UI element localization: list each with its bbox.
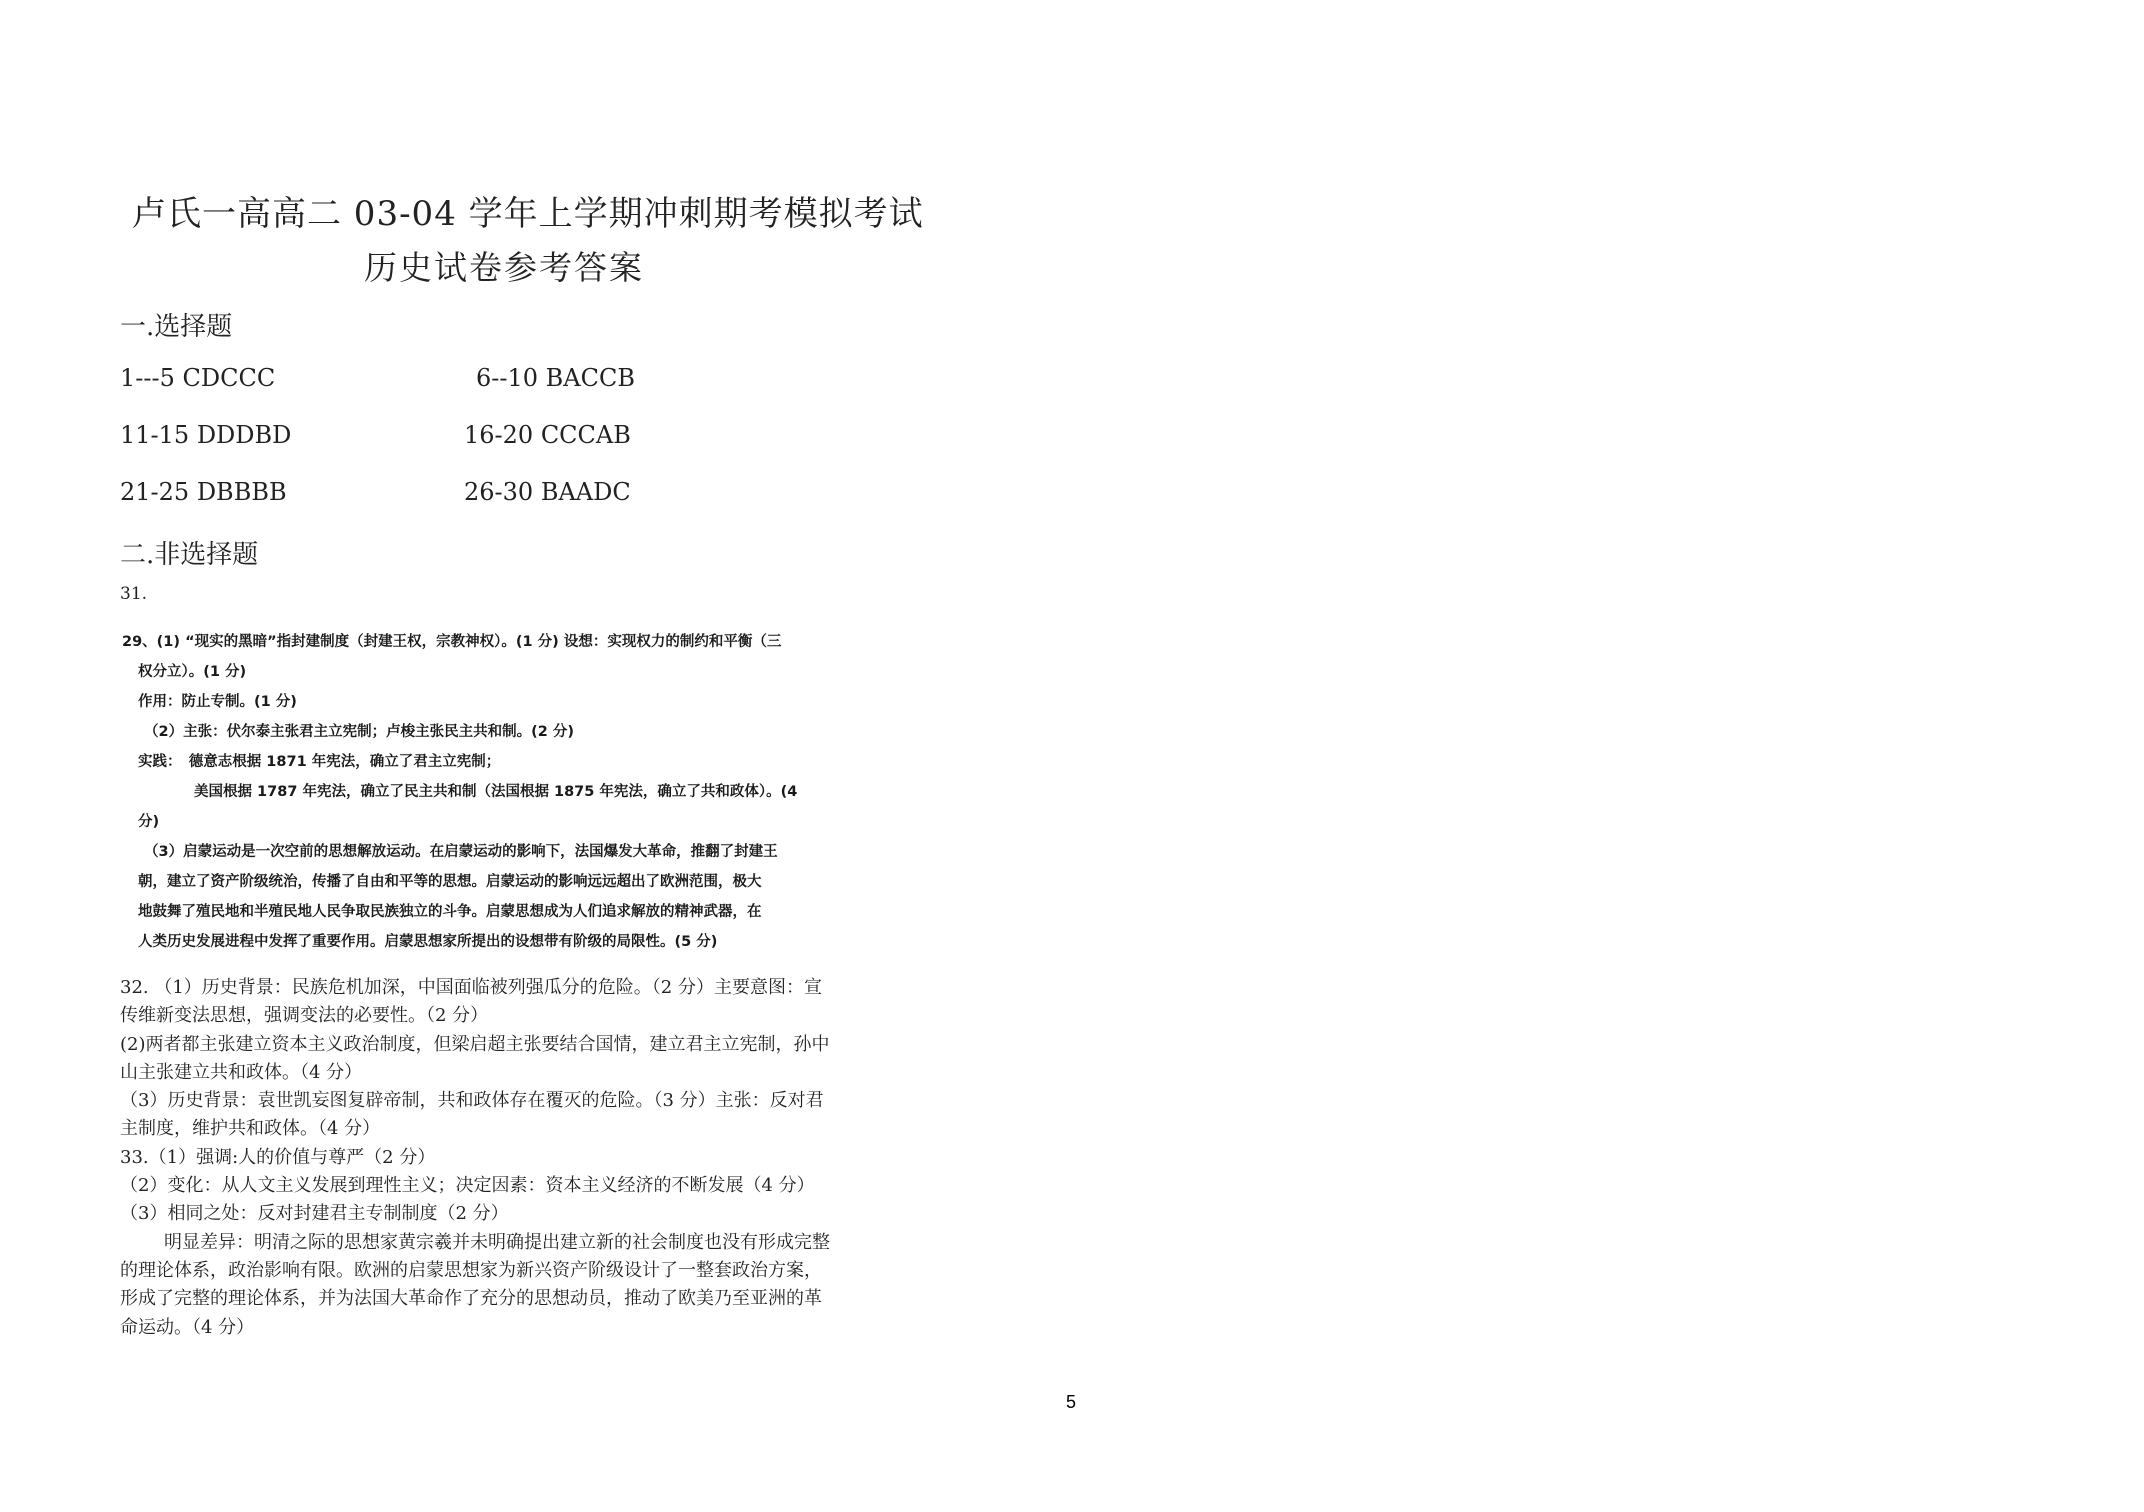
question-31-label: 31. bbox=[120, 584, 148, 604]
scan-line: 权分立）。(1 分) bbox=[138, 664, 247, 680]
answer-line: （2）变化：从人文主义发展到理性主义；决定因素：资本主义经济的不断发展（4 分） bbox=[120, 1175, 815, 1197]
page-number: 5 bbox=[1066, 1392, 1077, 1412]
answer-row bbox=[120, 421, 920, 455]
answer-range-right: 26-30 BAADC bbox=[464, 478, 631, 506]
answer-range-left: 21-25 DBBBB bbox=[120, 478, 287, 506]
answer-range-left: 1---5 CDCCC bbox=[120, 364, 276, 392]
answer-range-right: 16-20 CCCAB bbox=[464, 421, 631, 449]
scan-line: 29、(1) “现实的黑暗”指封建制度（封建王权，宗教神权）。(1 分) 设想：实现权力的制约和平衡（三 bbox=[122, 634, 782, 650]
answer-range-left: 11-15 DDDBD bbox=[120, 421, 292, 449]
answer-line: （3）相同之处：反对封建君主专制制度（2 分） bbox=[120, 1203, 509, 1225]
answer-line: (2)两者都主张建立资本主义政治制度，但梁启超主张要结合国情，建立君主立宪制，孙中 bbox=[120, 1033, 830, 1055]
answer-line: 明显差异：明清之际的思想家黄宗羲并未明确提出建立新的社会制度也没有形成完整 bbox=[164, 1231, 830, 1253]
scan-line: 分) bbox=[138, 814, 160, 830]
answer-row bbox=[120, 478, 920, 512]
section-heading-free-response: 二.非选择题 bbox=[120, 540, 259, 570]
document-subtitle: 历史试卷参考答案 bbox=[364, 248, 644, 287]
scan-line: 人类历史发展进程中发挥了重要作用。启蒙思想家所提出的设想带有阶级的局限性。(5 分) bbox=[138, 934, 718, 950]
scan-line: （3）启蒙运动是一次空前的思想解放运动。在启蒙运动的影响下，法国爆发大革命，推翻了封建王 bbox=[144, 844, 778, 860]
answer-line: 33.（1）强调:人的价值与尊严（2 分） bbox=[120, 1146, 436, 1168]
scan-line: （2）主张：伏尔泰主张君主立宪制；卢梭主张民主共和制。(2 分) bbox=[144, 724, 574, 740]
answer-line: 主制度，维护共和政体。（4 分） bbox=[120, 1118, 381, 1140]
answer-line: 山主张建立共和政体。（4 分） bbox=[120, 1061, 363, 1083]
answers-32-33 bbox=[120, 974, 880, 1342]
scan-line: 作用：防止专制。(1 分) bbox=[138, 694, 297, 710]
scan-line: 地鼓舞了殖民地和半殖民地人民争取民族独立的斗争。启蒙思想成为人们追求解放的精神武器，在 bbox=[138, 904, 762, 920]
scan-line: 实践： 德意志根据 1871 年宪法，确立了君主立宪制； bbox=[138, 754, 501, 770]
answer-line: 的理论体系，政治影响有限。欧洲的启蒙思想家为新兴资产阶级设计了一整套政治方案， bbox=[120, 1259, 822, 1281]
scan-line: 朝，建立了资产阶级统治，传播了自由和平等的思想。启蒙运动的影响远远超出了欧洲范围，极大 bbox=[138, 874, 762, 890]
scan-line: 美国根据 1787 年宪法，确立了民主共和制（法国根据 1875 年宪法，确立了共和政体）。(4 bbox=[194, 784, 798, 800]
answer-line: 命运动。（4 分） bbox=[120, 1316, 255, 1338]
answer-row bbox=[120, 364, 920, 398]
document-title: 卢氏一高高二 03-04 学年上学期冲刺期考模拟考试 bbox=[132, 194, 924, 234]
section-heading-multiple-choice: 一.选择题 bbox=[120, 312, 233, 342]
answer-line: （3）历史背景：袁世凯妄图复辟帝制，共和政体存在覆灭的危险。（3 分）主张：反对君 bbox=[120, 1090, 824, 1112]
question-31-scanned-answer bbox=[122, 624, 822, 954]
answer-line: 32. （1）历史背景：民族危机加深，中国面临被列强瓜分的危险。（2 分）主要意图：宣 bbox=[120, 977, 822, 998]
answer-line: 传维新变法思想，强调变法的必要性。（2 分） bbox=[120, 1005, 489, 1027]
answer-line: 形成了完整的理论体系，并为法国大革命作了充分的思想动员，推动了欧美乃至亚洲的革 bbox=[120, 1288, 822, 1310]
answer-range-right: 6--10 BACCB bbox=[476, 364, 635, 392]
